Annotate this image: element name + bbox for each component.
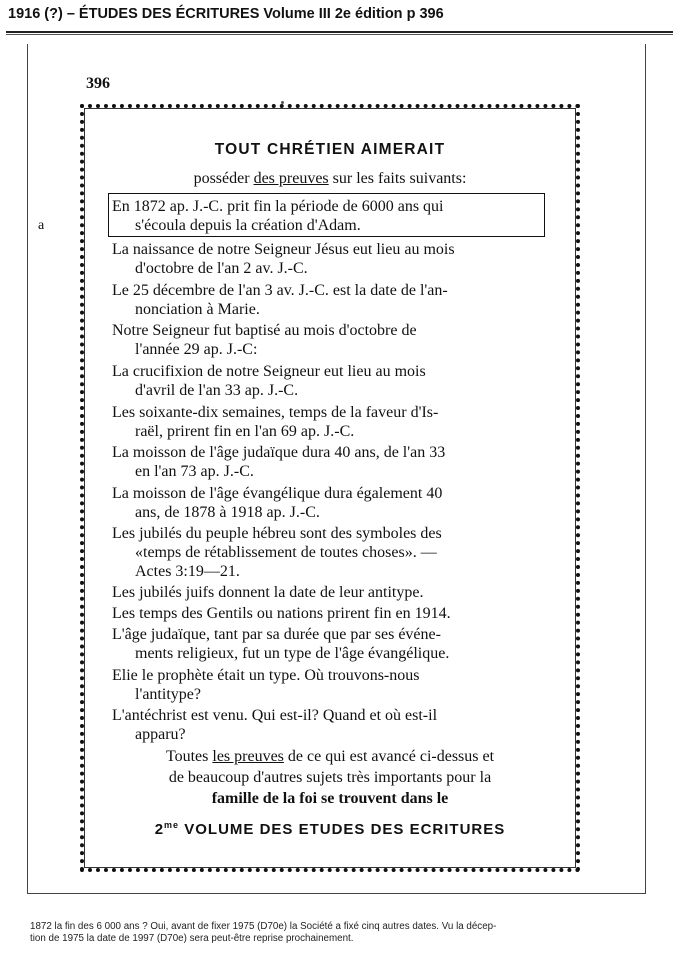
- advert-line: ments religieux, fut un type de l'âge évangélique.: [135, 645, 450, 662]
- advert-line: Les soixante-dix semaines, temps de la faveur d'Is-: [112, 404, 439, 421]
- advert-line: Notre Seigneur fut baptisé au mois d'octobre de: [112, 322, 417, 339]
- closing-line-1: [84, 748, 576, 766]
- closing-underlined: les preuves: [212, 748, 284, 765]
- advert-line: Actes 3:19—21.: [135, 563, 240, 580]
- header-divider: [6, 31, 673, 35]
- volume-title-line: [84, 820, 576, 838]
- advert-line: L'antéchrist est venu. Qui est-il? Quand et où est-il: [112, 707, 438, 724]
- highlight-line-1: En 1872 ap. J.-C. prit fin la période de 6000 ans qui: [112, 198, 444, 215]
- advert-line: ans, de 1878 à 1918 ap. J.-C.: [135, 504, 320, 521]
- advert-line: Le 25 décembre de l'an 3 av. J.-C. est la date de l'an-: [112, 282, 448, 299]
- advert-line: «temps de rétablissement de toutes choses». —: [135, 544, 437, 561]
- advert-line: raël, prirent fin en l'an 69 ap. J.-C.: [135, 423, 355, 440]
- highlight-line-2: s'écoula depuis la création d'Adam.: [135, 217, 361, 234]
- closing-line-2: de beaucoup d'autres sujets très importants pour la: [168, 769, 492, 786]
- advert-line: La naissance de notre Seigneur Jésus eut lieu au mois: [112, 241, 455, 258]
- advert-line: d'octobre de l'an 2 av. J.-C.: [135, 260, 308, 277]
- advert-line: Les jubilés juifs donnent la date de leur antitype.: [112, 584, 424, 601]
- advert-heading: TOUT CHRÉTIEN AIMERAIT: [214, 141, 446, 158]
- advert-line: nonciation à Marie.: [135, 301, 260, 318]
- volume-prefix: 2: [154, 821, 165, 838]
- advert-line: l'antitype?: [135, 686, 201, 703]
- advert-line: l'année 29 ap. J.-C:: [135, 341, 258, 358]
- footnote-line-1: 1872 la fin des 6 000 ans ? Oui, avant de fixer 1975 (D70e) la Société a fixé cinq autres dates. Vu la décep-: [30, 921, 497, 932]
- advert-line: d'avril de l'an 33 ap. J.-C.: [135, 382, 299, 399]
- volume-title: VOLUME DES ETUDES DES ECRITURES: [179, 821, 506, 838]
- footnote-line-2: tion de 1975 la date de 1997 (D70e) sera peut-être reprise prochainement.: [30, 933, 354, 944]
- advert-line: en l'an 73 ap. J.-C.: [135, 463, 254, 480]
- advert-subheading: [84, 170, 576, 188]
- advert-line: apparu?: [135, 726, 186, 743]
- volume-sup: me: [164, 820, 180, 830]
- advert-line: La crucifixion de notre Seigneur eut lieu au mois: [112, 363, 426, 380]
- document-header-title: 1916 (?) – ÉTUDES DES ÉCRITURES Volume III 2e édition p 396: [8, 6, 444, 22]
- closing-line-3: famille de la foi se trouvent dans le: [211, 790, 449, 807]
- advert-line: Les jubilés du peuple hébreu sont des symboles des: [112, 525, 442, 542]
- advert-line: Elie le prophète était un type. Où trouvons-nous: [112, 667, 420, 684]
- subheading-text-pre: posséder: [193, 170, 254, 187]
- margin-mark: a: [38, 218, 45, 233]
- advert-line: La moisson de l'âge judaïque dura 40 ans, de l'an 33: [112, 444, 446, 461]
- advert-line: La moisson de l'âge évangélique dura également 40: [112, 485, 443, 502]
- page-number: 396: [86, 75, 110, 92]
- closing-text-post: de ce qui est avancé ci-dessus et: [283, 748, 495, 765]
- closing-text-pre: Toutes: [165, 748, 213, 765]
- subheading-text-post: sur les faits suivants:: [328, 170, 467, 187]
- subheading-underlined: des preuves: [253, 170, 329, 187]
- footnote: [30, 921, 670, 945]
- advert-line: Les temps des Gentils ou nations prirent fin en 1914.: [112, 605, 451, 622]
- advert-line: L'âge judaïque, tant par sa durée que par ses événe-: [112, 626, 441, 643]
